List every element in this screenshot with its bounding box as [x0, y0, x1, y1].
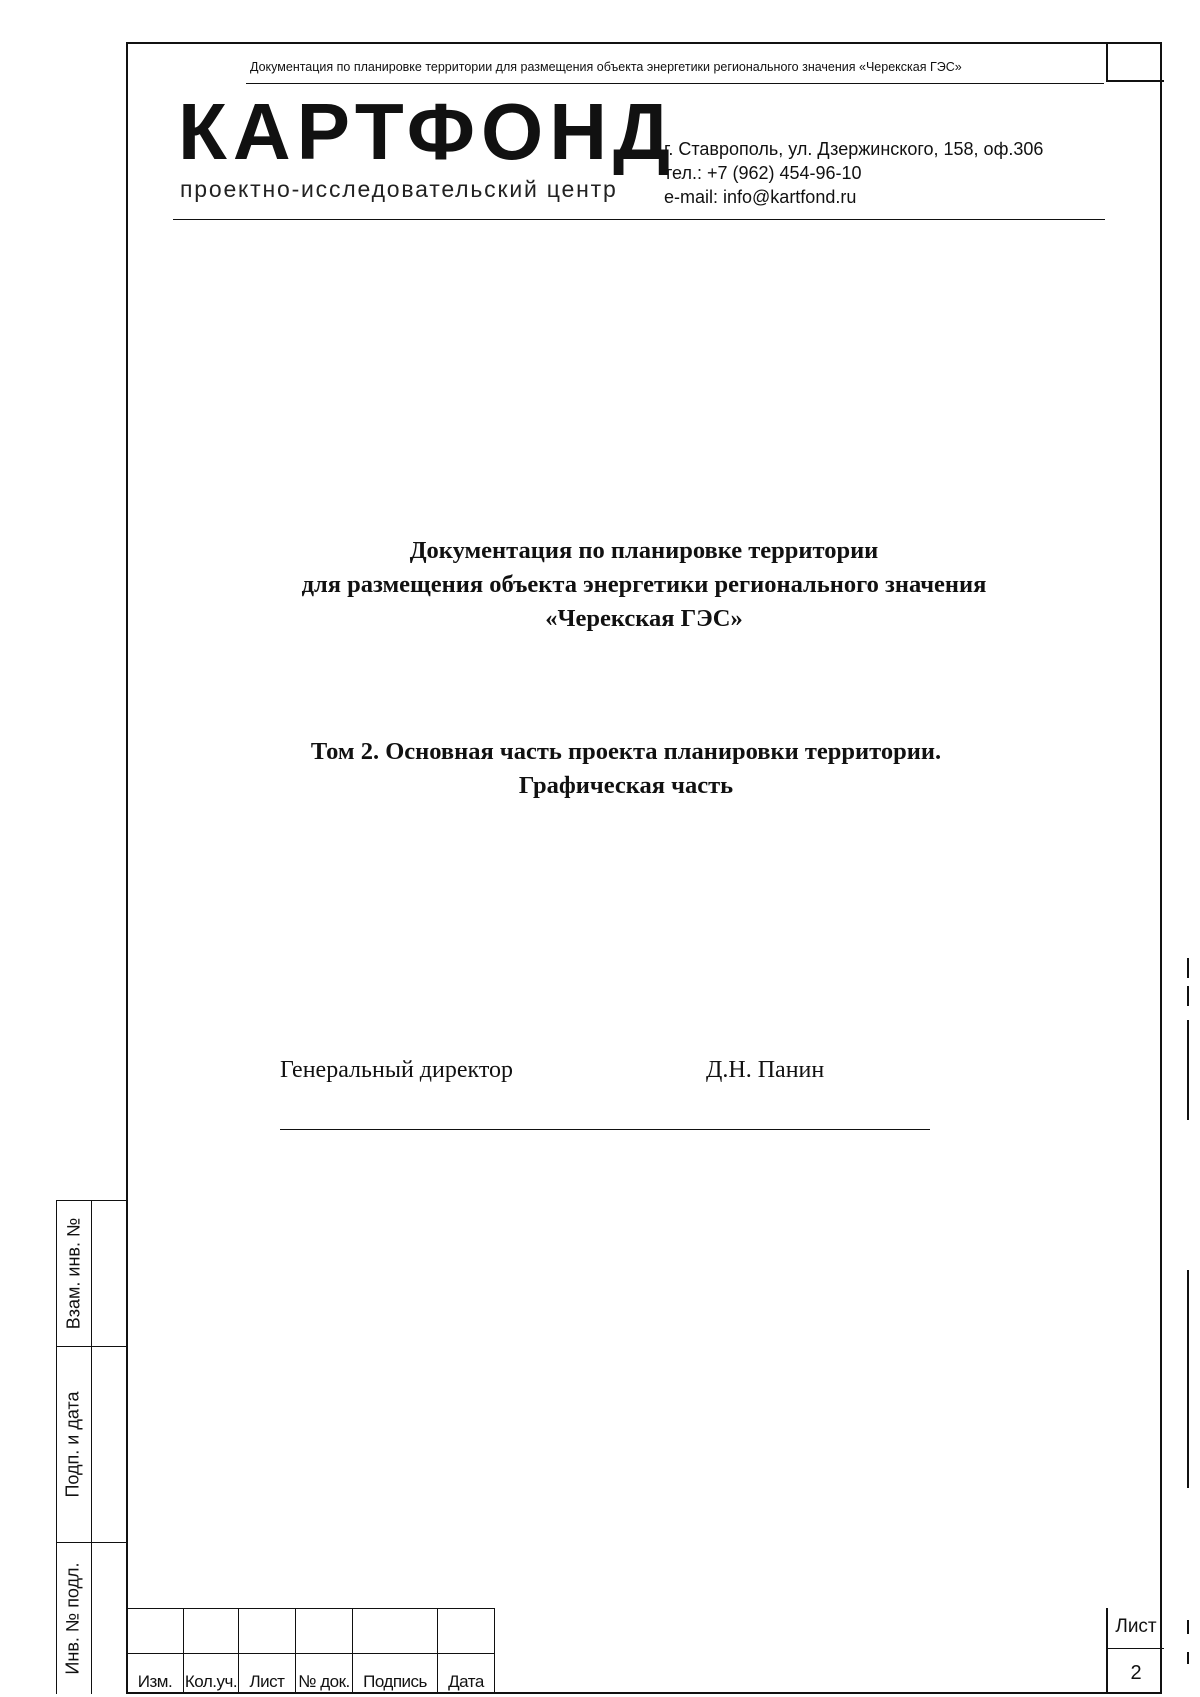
contact-phone: тел.: +7 (962) 454-96-10	[664, 163, 862, 183]
signature-line	[280, 1129, 930, 1130]
scan-mark	[1187, 1652, 1189, 1664]
volume-title	[126, 735, 1126, 803]
volume-line-1: Том 2. Основная часть проекта планировки территории.	[310, 738, 942, 765]
signatory-name: Д.Н. Панин	[706, 1057, 825, 1083]
title-line-3: «Черекская ГЭС»	[545, 605, 743, 632]
stamp-col-signature: Подпись	[353, 1654, 438, 1693]
scan-mark	[1187, 1620, 1189, 1634]
sheet-number-box	[1106, 1608, 1164, 1694]
side-label-inv-original: Инв. № подл.	[63, 1561, 83, 1675]
stamp-block	[126, 1608, 1162, 1694]
side-label-sign-date: Подп. и дата	[63, 1390, 83, 1498]
stamp-col-kolvo: Кол.уч.	[184, 1654, 239, 1693]
title-line-2: для размещения объекта энергетики регионального значения	[301, 571, 987, 598]
side-label-inv-replace: Взам. инв. №	[63, 1217, 84, 1329]
scan-mark	[1187, 958, 1189, 978]
company-logo: КАРТФОНД	[178, 87, 676, 176]
page-frame	[126, 42, 1162, 1694]
document-title	[126, 534, 1162, 636]
header-rule	[246, 83, 1104, 84]
company-logo-subtitle: проектно-исследовательский центр	[180, 176, 618, 202]
stamp-col-list: Лист	[239, 1654, 296, 1693]
contact-address: г. Ставрополь, ул. Дзержинского, 158, оф.306	[664, 139, 1044, 159]
stamp-table	[126, 1608, 495, 1693]
sheet-number: 2	[1130, 1662, 1142, 1684]
stamp-row-headers	[127, 1654, 495, 1693]
running-title: Документация по планировке территории для размещения объекта энергетики регионального значения «Черекская ГЭС»	[250, 60, 962, 74]
company-contacts	[664, 137, 1043, 209]
side-strip-col-2	[91, 1200, 126, 1694]
signatory-position: Генеральный директор	[280, 1057, 514, 1083]
sheet-separator	[1108, 1648, 1164, 1649]
logo-rule	[173, 219, 1105, 220]
stamp-col-izm: Изм.	[127, 1654, 184, 1693]
stamp-col-date: Дата	[438, 1654, 495, 1693]
title-line-1: Документация по планировке территории	[409, 537, 879, 564]
sheet-label: Лист	[1115, 1616, 1157, 1637]
scan-mark	[1187, 1020, 1189, 1120]
header-corner-box	[1106, 42, 1164, 82]
stamp-row-empty	[127, 1609, 495, 1654]
stamp-col-doc: № док.	[296, 1654, 353, 1693]
scan-mark	[1187, 986, 1189, 1006]
scan-mark	[1187, 1270, 1189, 1488]
contact-email: e-mail: info@kartfond.ru	[664, 187, 857, 207]
volume-line-2: Графическая часть	[518, 772, 734, 799]
